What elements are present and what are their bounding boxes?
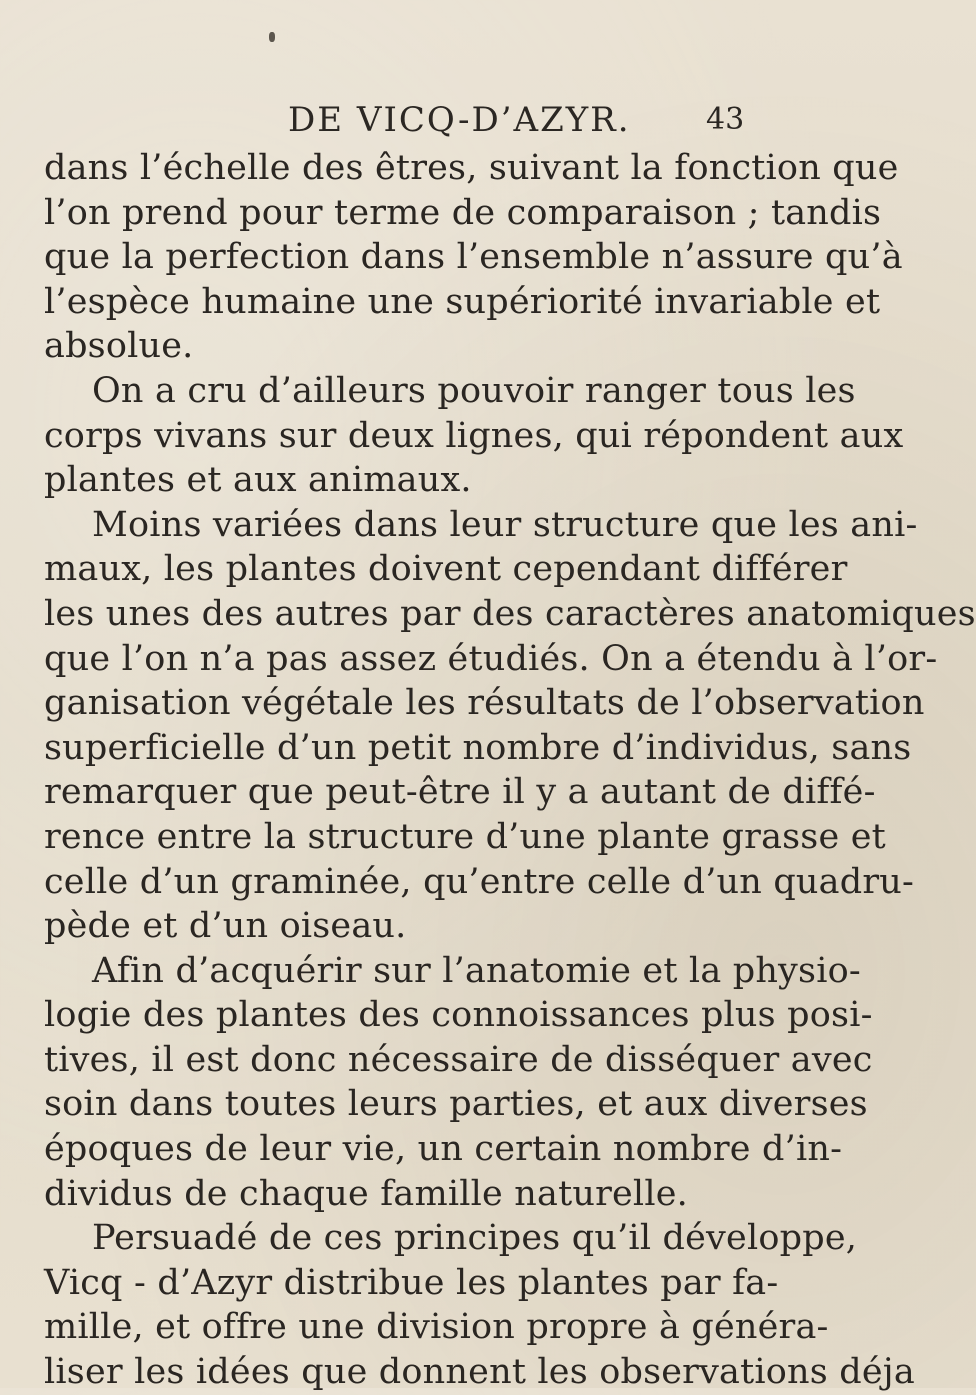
- text-line: soin dans toutes leurs parties, et aux diverses: [44, 1084, 868, 1125]
- body-text: [44, 146, 976, 1395]
- text-line: celle d’un graminée, qu’entre celle d’un quadru-: [44, 861, 915, 902]
- text-line: dividus de chaque famille naturelle.: [44, 1173, 688, 1214]
- text-line: logie des plantes des connoissances plus posi-: [44, 995, 873, 1036]
- text-line: ganisation végétale les résultats de l’observation: [44, 683, 925, 724]
- text-line: absolue.: [44, 326, 194, 367]
- page-number: 43: [706, 102, 745, 137]
- text-line: que la perfection dans l’ensemble n’assure qu’à: [44, 237, 903, 278]
- text-line: l’espèce humaine une supériorité invariable et: [44, 281, 881, 322]
- text-line: remarquer que peut-être il y a autant de diffé-: [44, 772, 876, 813]
- paragraph-start: On a cru d’ailleurs pouvoir ranger tous les: [92, 370, 856, 411]
- text-line: mille, et offre une division propre à généra-: [44, 1307, 829, 1348]
- text-line: maux, les plantes doivent cependant différer: [44, 549, 848, 590]
- text-line: corps vivans sur deux lignes, qui répondent aux: [44, 415, 904, 456]
- paragraph-start: Afin d’acquérir sur l’anatomie et la physio-: [92, 950, 861, 991]
- text-line: Vicq - d’Azyr distribue les plantes par fa-: [44, 1262, 779, 1303]
- text-line: les unes des autres par des caractères anatomiques: [44, 593, 976, 634]
- text-line: pède et d’un oiseau.: [44, 906, 407, 947]
- text-line: tives, il est donc nécessaire de disséquer avec: [44, 1039, 873, 1080]
- paragraph-start: Moins variées dans leur structure que les ani-: [92, 504, 918, 545]
- text-line: superficielle d’un petit nombre d’individus, sans: [44, 727, 912, 768]
- text-line: rence entre la structure d’une plante grasse et: [44, 816, 886, 857]
- text-line: époques de leur vie, un certain nombre d’in-: [44, 1129, 843, 1170]
- text-line: que l’on n’a pas assez étudiés. On a étendu à l’or-: [44, 638, 938, 679]
- text-line: plantes et aux animaux.: [44, 460, 472, 501]
- text-line: liser les idées que donnent les observations déja: [44, 1352, 915, 1393]
- text-line: l’on prend pour terme de comparaison ; tandis: [44, 192, 882, 233]
- text-line: dans l’échelle des êtres, suivant la fonction que: [44, 148, 899, 188]
- paragraph-start: Persuadé de ces principes qu’il développe,: [92, 1218, 858, 1259]
- ink-speck: [269, 32, 275, 42]
- running-head: [0, 100, 800, 150]
- running-title: DE VICQ-D’AZYR.: [288, 100, 631, 140]
